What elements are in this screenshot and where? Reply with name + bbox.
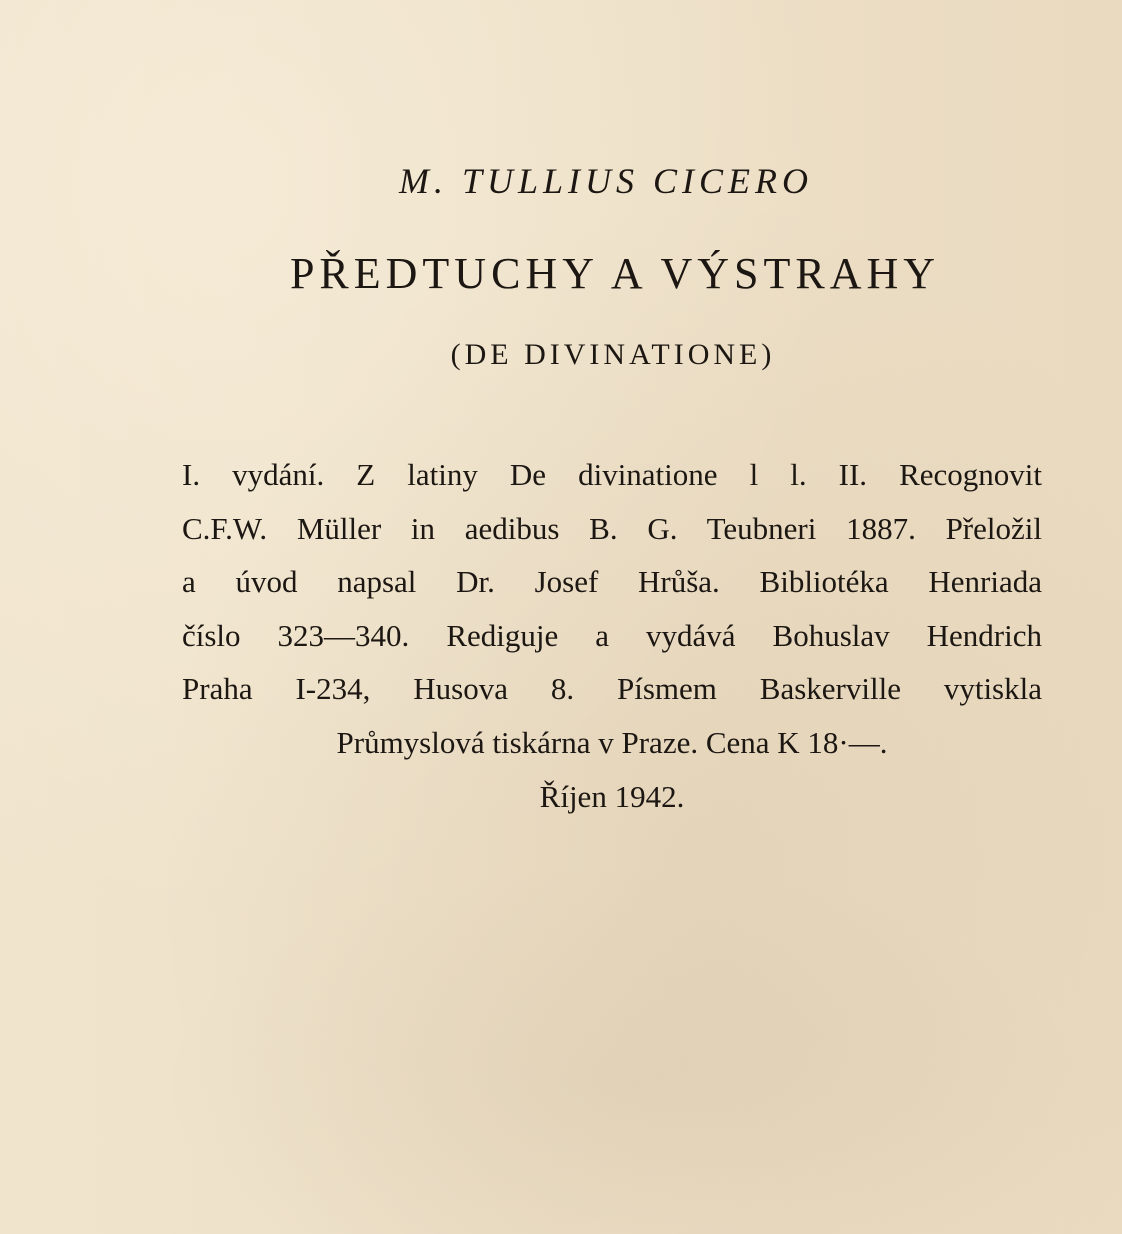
author-name: M. TULLIUS CICERO: [398, 161, 814, 201]
book-title: PŘEDTUCHY A VÝSTRAHY: [289, 249, 941, 298]
colophon-line: C.F.W. Müller in aedibus B. G. Teubneri 1887. Přeložil: [182, 510, 1042, 546]
colophon-line: číslo 323—340. Rediguje a vydává Bohuslav Hendrich: [182, 617, 1042, 653]
colophon-line: a úvod napsal Dr. Josef Hrůša. Bibliotéka Henriada: [182, 564, 1042, 600]
colophon-date: Říjen 1942.: [539, 778, 685, 814]
colophon: [182, 448, 1042, 823]
colophon-line: Praha I-234, Husova 8. Písmem Baskerville vytiskla: [182, 671, 1042, 707]
show-through-text: [150, 860, 1100, 1234]
colophon-line: Průmyslová tiskárna v Praze. Cena K 18·—.: [336, 724, 888, 760]
book-subtitle: (DE DIVINATIONE): [450, 338, 776, 371]
colophon-line: I. vydání. Z latiny De divinatione l l. II. Recognovit: [182, 457, 1042, 492]
